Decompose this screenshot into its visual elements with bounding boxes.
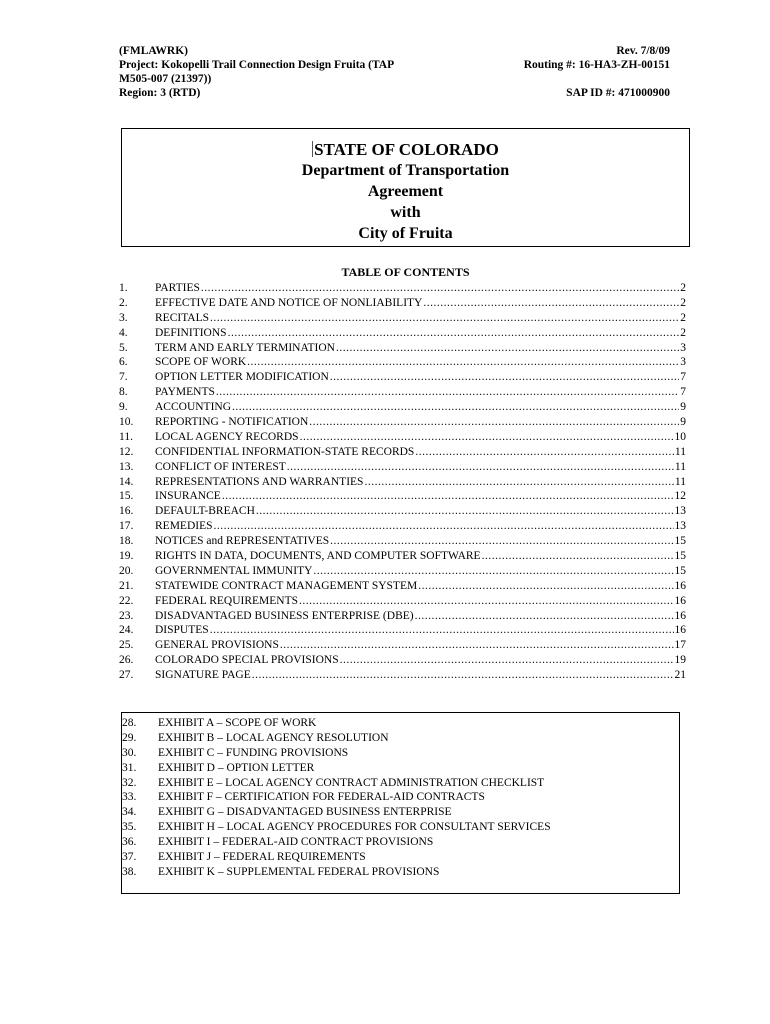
toc-entry[interactable] xyxy=(119,609,686,624)
toc-dot-leader xyxy=(415,609,674,624)
toc-entry-label: INSURANCE xyxy=(155,490,221,503)
toc-entry[interactable] xyxy=(119,594,686,609)
toc-dot-leader xyxy=(330,534,673,549)
toc-entry-label: RECITALS xyxy=(155,311,210,324)
exhibit-label: EXHIBIT E – LOCAL AGENCY CONTRACT ADMINISTRATION CHECKLIST xyxy=(158,776,545,789)
exhibit-entry[interactable] xyxy=(122,805,679,820)
exhibit-number: 31. xyxy=(122,761,137,774)
exhibit-entry[interactable] xyxy=(122,820,679,835)
toc-entry[interactable] xyxy=(119,326,686,341)
toc-entry-page: 3 xyxy=(680,356,686,369)
toc-entry[interactable] xyxy=(119,653,686,668)
toc-entry[interactable] xyxy=(119,579,686,594)
header-spacer xyxy=(524,72,670,86)
toc-entry-page: 16 xyxy=(674,579,686,592)
toc-entry[interactable] xyxy=(119,564,686,579)
exhibit-entry[interactable] xyxy=(122,731,679,746)
toc-entry-label: DEFINITIONS xyxy=(155,326,227,339)
exhibit-entry[interactable] xyxy=(122,716,679,731)
toc-entry-number: 19. xyxy=(119,550,134,563)
toc-entry-number: 10. xyxy=(119,416,134,429)
toc-entry-number: 25. xyxy=(119,639,134,652)
toc-entry-page: 16 xyxy=(674,609,686,622)
toc-entry-label: GOVERNMENTAL IMMUNITY xyxy=(155,564,313,577)
toc-entry-label: SCOPE OF WORK xyxy=(155,356,247,369)
exhibit-entry[interactable] xyxy=(122,865,679,880)
toc-entry[interactable] xyxy=(119,355,686,370)
toc-dot-leader xyxy=(201,281,679,296)
toc-entry[interactable] xyxy=(119,638,686,653)
toc-dot-leader xyxy=(364,475,673,490)
exhibit-number: 34. xyxy=(122,806,137,819)
exhibit-number: 35. xyxy=(122,821,137,834)
toc-dot-leader xyxy=(415,445,674,460)
toc-entry-page: 10 xyxy=(674,430,686,443)
toc-entry-page: 2 xyxy=(680,326,686,339)
exhibit-entry[interactable] xyxy=(122,790,679,805)
toc-entry-number: 6. xyxy=(119,356,128,369)
exhibit-number: 33. xyxy=(122,791,137,804)
toc-entry-number: 9. xyxy=(119,401,128,414)
toc-heading: TABLE OF CONTENTS xyxy=(341,265,470,279)
toc-dot-leader xyxy=(256,504,674,519)
toc-entry-label: NOTICES and REPRESENTATIVES xyxy=(155,535,330,548)
header-rev: Rev. 7/8/09 xyxy=(616,45,670,57)
toc-entry[interactable] xyxy=(119,623,686,638)
toc-entry-number: 2. xyxy=(119,296,128,309)
toc-dot-leader xyxy=(252,668,674,683)
toc-entry-number: 8. xyxy=(119,386,128,399)
exhibit-entry[interactable] xyxy=(122,761,679,776)
toc-entry-page: 2 xyxy=(680,282,686,294)
toc-dot-leader xyxy=(299,594,673,609)
toc-dot-leader xyxy=(232,400,679,415)
toc-dot-leader xyxy=(210,623,674,638)
toc-entry[interactable] xyxy=(119,460,686,475)
exhibit-label: EXHIBIT H – LOCAL AGENCY PROCEDURES FOR CONSULTANT SERVICES xyxy=(158,821,551,834)
exhibit-entry[interactable] xyxy=(122,776,679,791)
toc-entry-page: 7 xyxy=(680,386,686,399)
toc-entry-page: 19 xyxy=(674,654,686,667)
toc-entry-label: DISPUTES xyxy=(155,624,209,637)
toc-entry[interactable] xyxy=(119,534,686,549)
toc-entry-page: 15 xyxy=(674,564,686,577)
exhibit-label: EXHIBIT G – DISADVANTAGED BUSINESS ENTERPRISE xyxy=(158,806,452,819)
toc-entry-number: 14. xyxy=(119,475,134,488)
toc-dot-leader xyxy=(280,638,674,653)
toc-dot-leader xyxy=(214,519,674,534)
exhibit-label: EXHIBIT A – SCOPE OF WORK xyxy=(158,717,317,729)
exhibit-number: 32. xyxy=(122,776,137,789)
toc-entry-number: 1. xyxy=(119,282,128,294)
title-box xyxy=(121,128,690,247)
toc-entry[interactable] xyxy=(119,370,686,385)
toc-entry-page: 7 xyxy=(680,371,686,384)
header-project-line2: M505-007 (21397)) xyxy=(119,73,212,85)
table-of-contents xyxy=(119,281,686,683)
toc-entry-number: 18. xyxy=(119,535,134,548)
title-state-line[interactable] xyxy=(122,139,689,160)
exhibit-label: EXHIBIT K – SUPPLEMENTAL FEDERAL PROVISIONS xyxy=(158,865,440,878)
toc-dot-leader xyxy=(336,341,679,356)
toc-entry-number: 3. xyxy=(119,311,128,324)
toc-entry[interactable] xyxy=(119,489,686,504)
toc-entry[interactable] xyxy=(119,311,686,326)
toc-entry-label: ACCOUNTING xyxy=(155,401,232,414)
toc-entry[interactable] xyxy=(119,519,686,534)
toc-dot-leader xyxy=(340,653,674,668)
toc-entry-page: 13 xyxy=(674,520,686,533)
toc-entry-number: 23. xyxy=(119,609,134,622)
toc-entry[interactable] xyxy=(119,341,686,356)
toc-entry-number: 11. xyxy=(119,430,133,443)
toc-entry-number: 20. xyxy=(119,564,134,577)
toc-entry[interactable] xyxy=(119,475,686,490)
toc-entry-page: 17 xyxy=(674,639,686,652)
exhibit-label: EXHIBIT B – LOCAL AGENCY RESOLUTION xyxy=(158,731,389,744)
exhibit-number: 36. xyxy=(122,836,137,849)
header-right xyxy=(524,44,670,100)
toc-dot-leader xyxy=(247,355,679,370)
toc-dot-leader xyxy=(418,579,673,594)
toc-entry-page: 9 xyxy=(680,401,686,414)
toc-entry-label: TERM AND EARLY TERMINATION xyxy=(155,341,335,354)
toc-entry-page: 11 xyxy=(674,445,686,458)
toc-dot-leader xyxy=(423,296,679,311)
toc-entry-label: SIGNATURE PAGE xyxy=(155,669,251,682)
title-city: City of Fruita xyxy=(358,225,453,242)
header-sap-id: SAP ID #: 471000900 xyxy=(566,87,670,99)
toc-entry[interactable] xyxy=(119,400,686,415)
text-cursor xyxy=(312,141,313,157)
toc-entry-number: 22. xyxy=(119,594,134,607)
exhibits-box xyxy=(121,712,680,894)
toc-dot-leader xyxy=(300,430,674,445)
exhibit-number: 38. xyxy=(122,865,137,878)
toc-entry-page: 21 xyxy=(674,669,686,682)
toc-entry-label: PAYMENTS xyxy=(155,386,215,399)
header-region: Region: 3 (RTD) xyxy=(119,87,201,99)
toc-entry-page: 2 xyxy=(680,311,686,324)
toc-entry-page: 16 xyxy=(674,624,686,637)
toc-entry-page: 9 xyxy=(680,416,686,429)
toc-entry-number: 5. xyxy=(119,341,128,354)
toc-entry-label: REMEDIES xyxy=(155,520,213,533)
toc-dot-leader xyxy=(228,326,680,341)
toc-entry-number: 27. xyxy=(119,669,134,682)
toc-entry-label: PARTIES xyxy=(155,282,200,294)
toc-entry-label: REPORTING - NOTIFICATION xyxy=(155,416,309,429)
exhibit-entry[interactable] xyxy=(122,835,679,850)
header-form-code: (FMLAWRK) xyxy=(119,45,188,57)
toc-entry-number: 13. xyxy=(119,460,134,473)
toc-entry-page: 13 xyxy=(674,505,686,518)
toc-entry-page: 15 xyxy=(674,550,686,563)
toc-entry-page: 12 xyxy=(674,490,686,503)
toc-entry-page: 11 xyxy=(674,475,686,488)
toc-entry[interactable] xyxy=(119,504,686,519)
toc-entry-page: 11 xyxy=(674,460,686,473)
toc-entry-page: 3 xyxy=(680,341,686,354)
toc-entry-label: OPTION LETTER MODIFICATION xyxy=(155,371,329,384)
toc-entry-number: 21. xyxy=(119,579,134,592)
toc-entry[interactable] xyxy=(119,296,686,311)
toc-entry-number: 26. xyxy=(119,654,134,667)
toc-entry-label: RIGHTS IN DATA, DOCUMENTS, AND COMPUTER SOFTWARE xyxy=(155,550,481,563)
toc-entry[interactable] xyxy=(119,385,686,400)
toc-entry-label: CONFIDENTIAL INFORMATION-STATE RECORDS xyxy=(155,445,415,458)
exhibit-entry[interactable] xyxy=(122,850,679,865)
toc-entry-page: 2 xyxy=(680,296,686,309)
exhibit-label: EXHIBIT J – FEDERAL REQUIREMENTS xyxy=(158,851,366,864)
exhibit-label: EXHIBIT F – CERTIFICATION FOR FEDERAL-AID CONTRACTS xyxy=(158,791,485,804)
toc-entry-number: 16. xyxy=(119,505,134,518)
toc-entry-label: DISADVANTAGED BUSINESS ENTERPRISE (DBE) xyxy=(155,609,414,622)
toc-entry-page: 15 xyxy=(674,535,686,548)
toc-dot-leader xyxy=(313,564,673,579)
toc-entry[interactable] xyxy=(119,430,686,445)
toc-entry-number: 12. xyxy=(119,445,134,458)
toc-dot-leader xyxy=(330,370,679,385)
toc-dot-leader xyxy=(309,415,679,430)
toc-entry[interactable] xyxy=(119,668,686,683)
toc-entry-number: 7. xyxy=(119,371,128,384)
title-with: with xyxy=(390,204,421,221)
toc-entry-label: STATEWIDE CONTRACT MANAGEMENT SYSTEM xyxy=(155,579,418,592)
exhibit-number: 37. xyxy=(122,851,137,864)
toc-entry-page: 16 xyxy=(674,594,686,607)
toc-entry-label: EFFECTIVE DATE AND NOTICE OF NONLIABILITY xyxy=(155,296,423,309)
toc-dot-leader xyxy=(482,549,674,564)
toc-dot-leader xyxy=(287,460,674,475)
exhibit-label: EXHIBIT I – FEDERAL-AID CONTRACT PROVISIONS xyxy=(158,836,434,849)
toc-entry-label: DEFAULT-BREACH xyxy=(155,505,255,518)
title-agreement: Agreement xyxy=(367,183,444,200)
toc-dot-leader xyxy=(216,385,679,400)
toc-entry[interactable] xyxy=(119,549,686,564)
header-project-line1: Project: Kokopelli Trail Connection Design Fruita (TAP xyxy=(119,59,395,71)
title-department: Department of Transportation xyxy=(301,162,510,179)
exhibit-label: EXHIBIT C – FUNDING PROVISIONS xyxy=(158,746,349,759)
toc-entry-number: 15. xyxy=(119,490,134,503)
toc-entry-label: CONFLICT OF INTEREST xyxy=(155,460,286,473)
exhibit-number: 30. xyxy=(122,746,137,759)
toc-entry-label: REPRESENTATIONS AND WARRANTIES xyxy=(155,475,364,488)
toc-entry[interactable] xyxy=(119,445,686,460)
header-left xyxy=(119,44,419,100)
header-routing: Routing #: 16-HA3-ZH-00151 xyxy=(523,59,670,71)
toc-entry-label: FEDERAL REQUIREMENTS xyxy=(155,594,299,607)
toc-entry-label: COLORADO SPECIAL PROVISIONS xyxy=(155,654,339,667)
toc-entry-label: GENERAL PROVISIONS xyxy=(155,639,279,652)
exhibit-label: EXHIBIT D – OPTION LETTER xyxy=(158,761,315,774)
toc-entry-number: 24. xyxy=(119,624,134,637)
toc-dot-leader xyxy=(222,489,674,504)
exhibit-number: 28. xyxy=(122,717,137,729)
exhibit-number: 29. xyxy=(122,731,137,744)
toc-entry-label: LOCAL AGENCY RECORDS xyxy=(155,430,299,443)
toc-entry-number: 17. xyxy=(119,520,134,533)
exhibit-entry[interactable] xyxy=(122,746,679,761)
toc-entry-number: 4. xyxy=(119,326,128,339)
toc-dot-leader xyxy=(210,311,679,326)
toc-entry[interactable] xyxy=(119,281,686,296)
toc-entry[interactable] xyxy=(119,415,686,430)
title-state: STATE OF COLORADO xyxy=(314,140,499,159)
